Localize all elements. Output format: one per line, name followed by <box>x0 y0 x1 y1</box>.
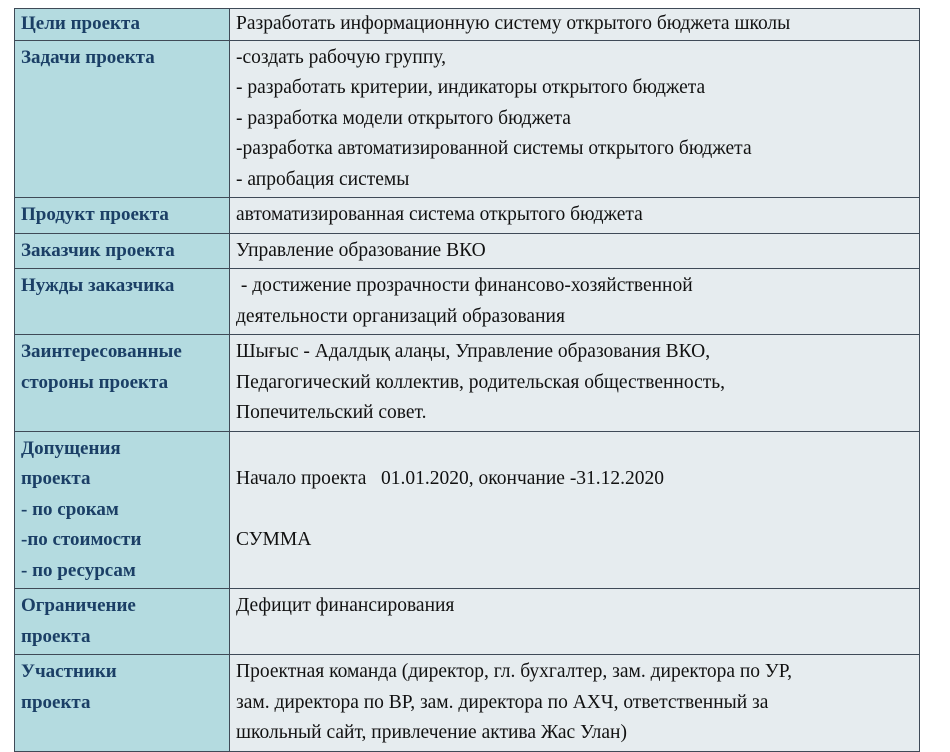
value-line: -разработка автоматизированной системы открытого бюджета <box>236 138 752 159</box>
label-line: проекта <box>21 468 91 489</box>
row-value-customer <box>230 233 920 269</box>
table-row <box>15 589 920 655</box>
value-line: - разработать критерии, индикаторы открытого бюджета <box>236 77 706 98</box>
value-line: Разработать информационную систему открытого бюджета школы <box>236 13 791 34</box>
value-line: зам. директора по ВР, зам. директора по АХЧ, ответственный за <box>236 691 769 713</box>
row-label-tasks <box>15 40 230 198</box>
row-label-needs <box>15 269 230 335</box>
row-value-goals <box>230 9 920 41</box>
value-line: деятельности организаций образования <box>236 305 565 327</box>
row-value-constraints <box>230 589 920 655</box>
value-line: - разработка модели открытого бюджета <box>236 107 571 129</box>
label-line: Заказчик проекта <box>21 239 175 261</box>
table-row <box>15 431 920 589</box>
row-value-participants <box>230 655 920 752</box>
value-line: Дефицит финансирования <box>236 595 455 616</box>
row-label-stakeholders <box>15 335 230 432</box>
label-line: - по срокам <box>21 498 119 520</box>
label-line: Ограничение <box>21 595 136 616</box>
row-value-stakeholders <box>230 335 920 432</box>
value-line: - апробация системы <box>236 168 410 190</box>
value-line: автоматизированная система открытого бюджета <box>236 204 643 225</box>
row-label-assumptions <box>15 431 230 589</box>
label-line: проекта <box>21 625 91 647</box>
value-line <box>236 434 913 465</box>
value-line: -создать рабочую группу, <box>236 46 446 68</box>
row-label-participants <box>15 655 230 752</box>
row-label-product <box>15 198 230 234</box>
value-line: Шығыс - Адалдық алаңы, Управление образования ВКО, <box>236 341 711 362</box>
table-row <box>15 233 920 269</box>
table-row <box>15 269 920 335</box>
label-line: Продукт проекта <box>21 204 169 225</box>
table-row <box>15 9 920 41</box>
row-label-constraints <box>15 589 230 655</box>
value-line <box>236 495 913 526</box>
value-line: школьный сайт, привлечение актива Жас Улан) <box>236 722 627 743</box>
row-value-assumptions <box>230 431 920 589</box>
row-label-goals <box>15 9 230 41</box>
project-passport-table <box>14 8 920 752</box>
label-line: Допущения <box>21 437 121 459</box>
row-value-product <box>230 198 920 234</box>
row-value-needs <box>230 269 920 335</box>
table-row <box>15 655 920 752</box>
table-row <box>15 40 920 198</box>
label-line: - по ресурсам <box>21 559 136 581</box>
value-line: Начало проекта 01.01.2020, окончание -31.12.2020 <box>236 468 665 489</box>
value-line <box>236 556 913 587</box>
value-line: Попечительский совет. <box>236 402 427 423</box>
table-row <box>15 335 920 432</box>
value-line: Проектная команда (директор, гл. бухгалтер, зам. директора по УР, <box>236 661 793 682</box>
label-line: -по стоимости <box>21 529 142 550</box>
label-line: проекта <box>21 691 91 713</box>
label-line: стороны проекта <box>21 371 169 393</box>
row-label-customer <box>15 233 230 269</box>
value-line: Педагогический коллектив, родительская общественность, <box>236 371 726 393</box>
label-line: Цели проекта <box>21 13 141 34</box>
value-line: СУММА <box>236 529 312 550</box>
label-line: Заинтересованные <box>21 341 182 362</box>
label-line: Задачи проекта <box>21 46 155 68</box>
label-line: Участники <box>21 661 117 682</box>
value-line: - достижение прозрачности финансово-хозяйственной <box>236 275 693 296</box>
value-line: Управление образование ВКО <box>236 239 486 261</box>
table-row <box>15 198 920 234</box>
row-value-tasks <box>230 40 920 198</box>
label-line: Нужды заказчика <box>21 275 175 296</box>
